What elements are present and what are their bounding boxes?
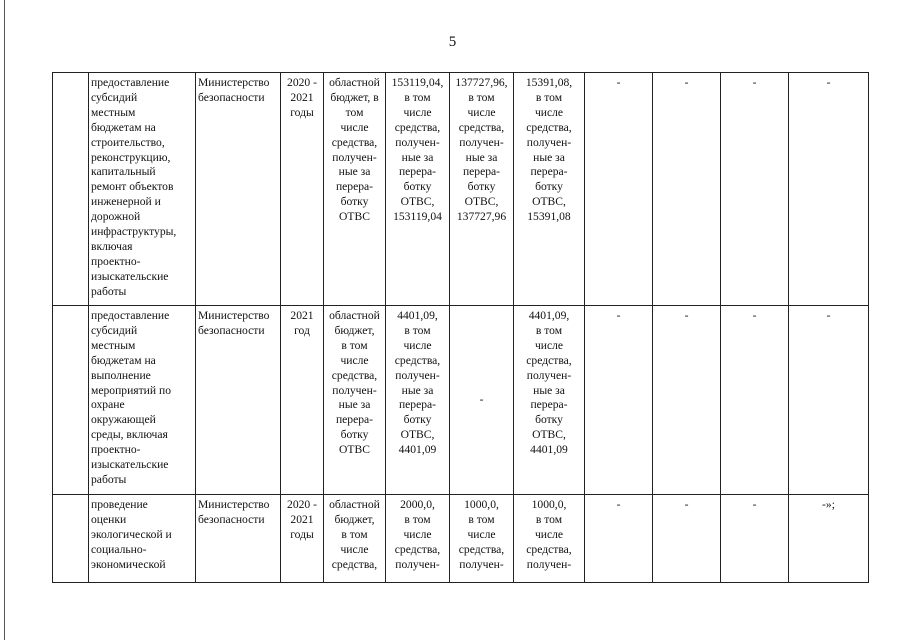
amount-2020-cell: -	[450, 306, 514, 495]
program-activities-table	[52, 72, 869, 583]
amount-2025-cell: -»;	[789, 495, 869, 583]
amount-2021-cell: 1000,0, в том числе средства, получен-	[514, 495, 585, 583]
total-amount-cell: 2000,0, в том числе средства, получен-	[386, 495, 450, 583]
total-amount-cell: 4401,09, в том числе средства, получен- ные за перера- ботку ОТВС, 4401,09	[386, 306, 450, 495]
funding-source-cell: областной бюджет, в том числе средства,	[324, 495, 386, 583]
amount-2021-cell: 15391,08, в том числе средства, получен- ные за перера- ботку ОТВС, 15391,08	[514, 73, 585, 306]
amount-2020-cell: 1000,0, в том числе средства, получен-	[450, 495, 514, 583]
period-cell: 2021 год	[281, 306, 324, 495]
page-number: 5	[448, 34, 457, 50]
amount-2022-cell: -	[585, 306, 653, 495]
executor-cell: Министерство безопасности	[196, 495, 281, 583]
funding-source-cell: областной бюджет, в том числе средства, получен- ные за перера- ботку ОТВС	[324, 73, 386, 306]
amount-2021-cell: 4401,09, в том числе средства, получен- ные за перера- ботку ОТВС, 4401,09	[514, 306, 585, 495]
amount-2024-cell: -	[721, 495, 789, 583]
page-margin-rule	[4, 0, 5, 640]
table-row	[53, 306, 869, 495]
funding-source-cell: областной бюджет, в том числе средства, получен- ные за перера- ботку ОТВС	[324, 306, 386, 495]
row-number-cell	[53, 306, 89, 495]
table-row	[53, 495, 869, 583]
amount-2025-cell: -	[789, 73, 869, 306]
activity-name-cell: предоставление субсидий местным бюджетам на строительство, реконструкцию, капитальный ремонт объектов инженерной и дорожной инфраструктуры, включая проектно- изыскательские работы	[89, 73, 196, 306]
row-number-cell	[53, 73, 89, 306]
executor-cell: Министерство безопасности	[196, 73, 281, 306]
amount-2022-cell: -	[585, 495, 653, 583]
table-row	[53, 73, 869, 306]
activity-name-cell: проведение оценки экологической и социально- экономической	[89, 495, 196, 583]
amount-2023-cell: -	[653, 306, 721, 495]
amount-2025-cell: -	[789, 306, 869, 495]
activity-name-cell: предоставление субсидий местным бюджетам на выполнение мероприятий по охране окружающей среды, включая проектно- изыскательские работы	[89, 306, 196, 495]
amount-2022-cell: -	[585, 73, 653, 306]
amount-2024-cell: -	[721, 306, 789, 495]
period-cell: 2020 - 2021 годы	[281, 73, 324, 306]
amount-2020-cell: 137727,96, в том числе средства, получен- ные за перера- ботку ОТВС, 137727,96	[450, 73, 514, 306]
total-amount-cell: 153119,04, в том числе средства, получен- ные за перера- ботку ОТВС, 153119,04	[386, 73, 450, 306]
amount-2024-cell: -	[721, 73, 789, 306]
executor-cell: Министерство безопасности	[196, 306, 281, 495]
amount-2023-cell: -	[653, 73, 721, 306]
amount-2023-cell: -	[653, 495, 721, 583]
period-cell: 2020 - 2021 годы	[281, 495, 324, 583]
row-number-cell	[53, 495, 89, 583]
